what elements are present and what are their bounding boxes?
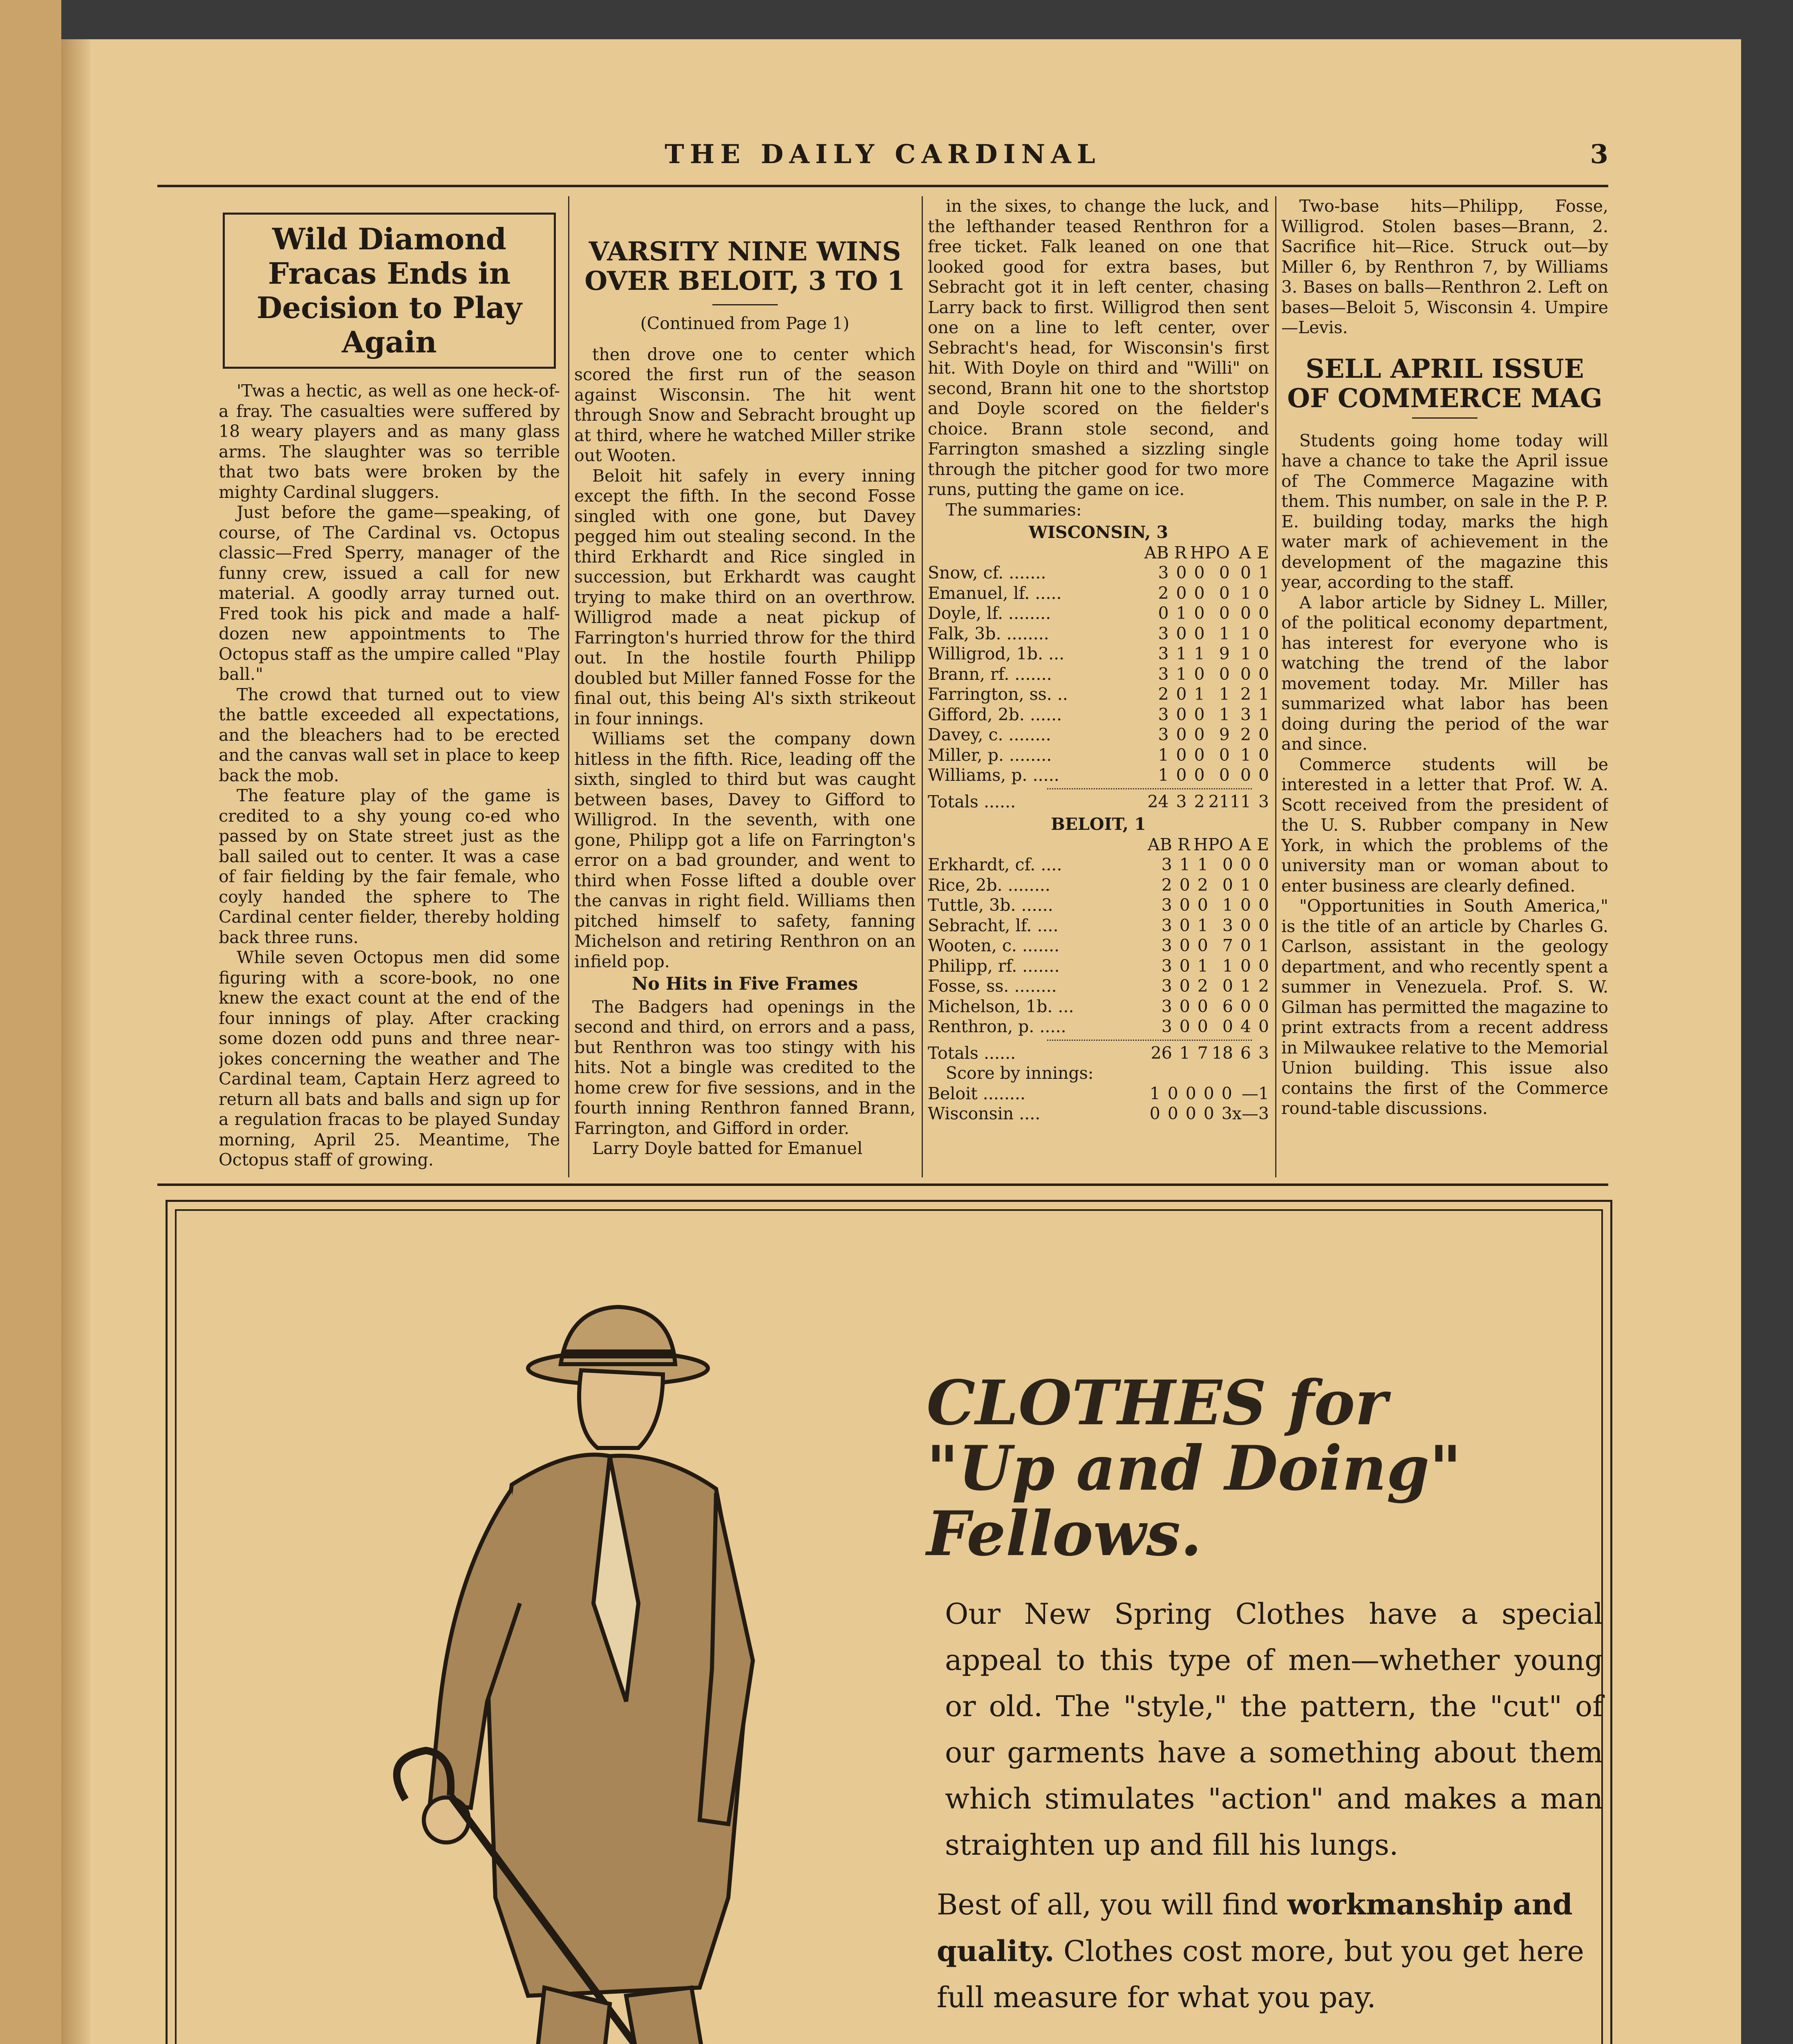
- table-row: [928, 664, 1269, 685]
- column-header: A: [1239, 834, 1251, 854]
- stat-cell: 9: [1219, 644, 1230, 663]
- player-cell: Beloit ........: [928, 1083, 1026, 1103]
- table-row: [928, 956, 1269, 977]
- varsity-headline: VARSITY NINE WINS OVER BELOIT, 3 TO 1: [584, 236, 905, 296]
- stat-cell: 1: [1258, 936, 1269, 955]
- stat-cell: 1: [1176, 603, 1187, 623]
- stat-cell: 4: [1240, 1017, 1251, 1036]
- column-header: A: [1239, 542, 1251, 563]
- player-cell: Wooten, c. .......: [928, 936, 1060, 955]
- paragraph: While seven Octopus men did some figuring with a score-book, no one knew the exact count at the end of the four innings of play. After cracking some dozen odd puns and three near-jokes concerning the weather and The Cardinal team, Captain Herz agreed to return all bats and balls and sign up for a regulation fracas to be played Sunday morning, April 25. Meantime, The Octopus staff of growing.: [219, 948, 560, 1170]
- stat-cell: 0: [1240, 915, 1251, 935]
- articles-bottom-rule: [157, 1183, 1608, 1186]
- man-figure: [397, 1307, 802, 2044]
- stat-cell: 2: [1158, 583, 1169, 603]
- player-cell: Davey, c. ........: [928, 725, 1051, 744]
- table-row: [928, 684, 1269, 705]
- stat-cell: 1: [1258, 684, 1269, 704]
- stat-cell: 1: [1240, 745, 1251, 765]
- stat-cell: 0: [1258, 745, 1269, 765]
- stat-cell: 0: [1176, 765, 1187, 785]
- totals-row: [928, 1043, 1269, 1064]
- stat-cell: 7: [1197, 1043, 1208, 1063]
- table-row: [928, 583, 1269, 604]
- page-fold-shadow: [61, 39, 90, 2044]
- stat-cell: 1: [1194, 644, 1205, 663]
- stat-cell: 3: [1161, 956, 1172, 976]
- varsity-article-body: [574, 345, 916, 972]
- stat-cell: 1: [1258, 704, 1269, 724]
- table-row: [928, 997, 1269, 1017]
- game-continuation-body: [928, 196, 1269, 520]
- stat-cell: 0: [1167, 1083, 1178, 1103]
- masthead-rule: [157, 185, 1608, 187]
- stat-cell: 0: [1219, 583, 1230, 603]
- stat-cell: 6: [1240, 1043, 1251, 1063]
- stat-cell: 3: [1158, 644, 1169, 663]
- score-row: [928, 1104, 1269, 1124]
- stat-cell: 0: [1179, 915, 1190, 935]
- totals-separator: [928, 786, 1269, 792]
- stat-cell: 0: [1258, 895, 1269, 915]
- stat-cell: 2: [1240, 684, 1251, 704]
- column-header: PO: [1208, 834, 1233, 854]
- stat-cell: 1: [1219, 704, 1230, 724]
- stat-cell: 18: [1211, 1043, 1233, 1063]
- page-number: 3: [1590, 139, 1608, 170]
- stat-cell: 0: [1258, 583, 1269, 603]
- stat-cell: 1: [1176, 664, 1187, 684]
- totals-row: [928, 792, 1269, 812]
- stat-cell: 1: [1240, 583, 1251, 603]
- table-row: [928, 765, 1269, 786]
- stat-cell: 0: [1240, 603, 1251, 623]
- stat-cell: 0: [1158, 603, 1169, 623]
- column-3: [928, 196, 1269, 1177]
- player-cell: Rice, 2b. ........: [928, 875, 1050, 895]
- table-row: [928, 563, 1269, 583]
- stat-cell: 1: [1179, 1043, 1190, 1063]
- stat-cell: 3: [1161, 915, 1172, 935]
- paragraph: Just before the game—speaking, of course, of The Cardinal vs. Octopus classic—Fred Sperry, manager of the funny crew, issued a call for new material. A goodly array turned out. Fred took his pick and made a half-dozen new appointments to The Octopus staff as the umpire called "Play ball.": [219, 502, 560, 684]
- stat-cell: 0: [1258, 623, 1269, 643]
- wisconsin-box-title: WISCONSIN, 3: [1028, 522, 1168, 542]
- table-row: [928, 745, 1269, 766]
- stat-cell: 0: [1194, 603, 1205, 623]
- stat-cell: 0: [1219, 765, 1230, 785]
- hub-clothing-advertisement: [166, 1200, 1612, 2044]
- stat-cell: 0: [1179, 936, 1190, 955]
- ad-body-paragraph-2: [937, 1881, 1603, 2021]
- stat-cell: 3: [1176, 791, 1187, 811]
- player-cell: Michelson, 1b. ...: [928, 996, 1074, 1016]
- stat-cell: 0: [1194, 704, 1205, 724]
- table-row: [928, 895, 1269, 916]
- box-header-row: [928, 543, 1269, 563]
- varsity-article-body-2: [574, 997, 916, 1159]
- stat-cell: 0: [1197, 895, 1208, 915]
- stat-cell: 1: [1158, 765, 1169, 785]
- ad-headline-line-3: Fellows.: [927, 1498, 1202, 1570]
- paragraph: The crowd that turned out to view the battle exceeded all expectations, and the bleachers had to be erected and the canvas wall set in place to keep back the mob.: [219, 684, 560, 785]
- stat-cell: 0: [1194, 765, 1205, 785]
- stat-cell: 0: [1240, 996, 1251, 1016]
- stat-cell: 0: [1203, 1104, 1214, 1123]
- stat-cell: 0: [1219, 664, 1230, 684]
- stat-cell: 3: [1158, 563, 1169, 583]
- table-row: [928, 855, 1269, 875]
- table-row: [928, 875, 1269, 896]
- stat-cell: 0: [1167, 1104, 1178, 1123]
- ad-headline-line-1: CLOTHES for: [927, 1367, 1388, 1439]
- stat-cell: 21: [1208, 791, 1230, 811]
- totals-separator: [928, 1037, 1269, 1043]
- stat-cell: 0: [1258, 915, 1269, 935]
- stat-cell: 3: [1161, 996, 1172, 1016]
- stat-cell: 0: [1222, 875, 1233, 895]
- player-cell: Renthron, p. .....: [928, 1017, 1066, 1036]
- stat-cell: 0: [1176, 563, 1187, 583]
- column-header: H: [1190, 542, 1205, 563]
- stat-cell: 0: [1240, 664, 1251, 684]
- stat-cell: 24: [1147, 791, 1169, 811]
- stat-cell: 3: [1161, 1017, 1172, 1036]
- player-cell: Tuttle, 3b. ......: [928, 895, 1053, 915]
- ad-headline: [927, 1367, 1519, 1570]
- stat-cell: 0: [1240, 956, 1251, 976]
- stat-cell: 3: [1240, 704, 1251, 724]
- stat-cell: 2: [1197, 875, 1208, 895]
- ad-inner-border: [175, 1209, 1603, 2044]
- table-row: [928, 725, 1269, 745]
- ad-body-text: Best of all, you will find: [937, 1888, 1287, 1921]
- stat-cell: 2: [1194, 791, 1205, 811]
- stat-cell: 1: [1149, 1083, 1160, 1103]
- paragraph: in the sixes, to change the luck, and the lefthander teased Renthron for a free ticket. Falk leaned on one that looked good for extra bases, but Sebracht got it in left center, chasing Larry back to first. Willigrod then sent one on a line to left center, over Sebracht's head, for Wisconsin's first hit. With Doyle on third and "Willi" on second, Brann hit one to the shortstop and Doyle scored on the fielder's choice. Brann stole second, and Farrington smashed a sizzling single through the pitcher good for two more runs, putting the game on ice.: [928, 196, 1269, 499]
- continued-note: (Continued from Page 1): [574, 304, 916, 334]
- player-cell: Miller, p. ........: [928, 745, 1052, 765]
- stat-cell: 1: [1197, 915, 1208, 935]
- stat-cell: 2: [1240, 725, 1251, 744]
- column-header: AB: [1144, 542, 1169, 563]
- gentleman-with-cane-illustration: [258, 1293, 896, 2044]
- stat-cell: 1: [1194, 684, 1205, 704]
- stat-cell: 0: [1258, 996, 1269, 1016]
- stat-cell: 3: [1161, 855, 1172, 874]
- stat-cell: 0: [1179, 895, 1190, 915]
- paragraph: Larry Doyle batted for Emanuel: [592, 1139, 863, 1158]
- player-cell: Totals ......: [928, 1043, 1016, 1063]
- stat-cell: 0: [1222, 976, 1233, 996]
- table-row: [928, 603, 1269, 624]
- player-cell: Wisconsin ....: [928, 1104, 1041, 1123]
- stat-cell: 0: [1258, 855, 1269, 874]
- ad-body-emphasis: workmanship and quality.: [937, 1887, 1573, 1968]
- stat-cell: 3: [1158, 704, 1169, 724]
- stat-cell: 0: [1194, 563, 1205, 583]
- stat-cell: 1: [1240, 976, 1251, 996]
- stat-cell: 1: [1219, 684, 1230, 704]
- table-row: [928, 936, 1269, 956]
- stat-cell: 3: [1158, 623, 1169, 643]
- player-cell: Gifford, 2b. ......: [928, 704, 1062, 724]
- stat-cell: 1: [1258, 563, 1269, 583]
- paragraph: Williams set the company down hitless in the fifth. Rice, leading off the sixth, singled to third but was caught between bases, Davey to Gifford to Willigrod. In the seventh, with one gone, Philipp got a life on Farrington's error on a bad grounder, and went to third when Fosse lifted a double over the canvas in right field. Williams then pitched himself to safety, fanning Michelson and retiring Renthron on an infield pop.: [574, 729, 916, 971]
- player-cell: Brann, rf. .......: [928, 664, 1052, 684]
- column-header: AB: [1148, 834, 1172, 854]
- stat-cell: 0: [1222, 1017, 1233, 1036]
- stat-cell: 3: [1221, 1104, 1232, 1123]
- stat-cell: 0: [1179, 1017, 1190, 1036]
- ad-headline-line-2: "Up and Doing": [927, 1432, 1462, 1504]
- stat-cell: 2: [1161, 875, 1172, 895]
- stat-cell: 0: [1258, 725, 1269, 744]
- fracas-article-body: [219, 381, 560, 1170]
- stat-cell: 0: [1240, 563, 1251, 583]
- column-header: E: [1257, 542, 1269, 563]
- stat-cell: 0: [1194, 725, 1205, 744]
- stat-cell: 11: [1229, 791, 1251, 811]
- stat-cell: 1: [1197, 855, 1208, 874]
- blank-cell: [928, 835, 1148, 855]
- stat-cell: 0: [1219, 603, 1230, 623]
- column-4: [1281, 196, 1608, 1177]
- player-cell: Erkhardt, cf. ....: [928, 855, 1062, 874]
- stat-cell: 0: [1176, 725, 1187, 744]
- table-row: [928, 705, 1269, 725]
- separator-cell: [928, 786, 1269, 792]
- stat-cell: 0: [1185, 1083, 1196, 1103]
- box-header-row: [928, 835, 1269, 855]
- stat-cell: 0: [1194, 664, 1205, 684]
- table-row: [928, 624, 1269, 644]
- column-2: [574, 196, 916, 1177]
- stat-cell: 0: [1197, 996, 1208, 1016]
- column-rule: [1275, 196, 1276, 1177]
- column-rule: [922, 196, 923, 1177]
- paragraph: The feature play of the game is credited to a shy young co-ed who passed by on State street just as the ball sailed out to center. It was a case of fair fielding by the fair female, who coyly handed the sphere to The Cardinal center fielder, thereby holding back three runs.: [219, 786, 560, 947]
- table-row: [928, 976, 1269, 997]
- stat-cell: 1: [1179, 855, 1190, 874]
- paragraph: Beloit hit safely in every inning except the fifth. In the second Fosse singled with one gone, but Davey pegged him out stealing second. In the third Erkhardt and Rice singled in succession, but Erkhardt was caught trying to make third on an overthrow. Willigrod made a neat pickup of Farrington's hurried throw for the third out. In the hostile fourth Philipp doubled but Miller fanned Fosse for the final out, this being Al's sixth strikeout in four innings.: [574, 466, 916, 728]
- paragraph: then drove one to center which scored the first run of the season against Wisconsin. The hit went through Snow and Sebracht brought up at third, where he watched Miller strike out Wooten.: [574, 344, 916, 465]
- masthead: [157, 139, 1608, 176]
- separator-cell: [928, 1037, 1269, 1043]
- stat-cell: 0: [1258, 956, 1269, 976]
- column-header: E: [1257, 834, 1269, 854]
- stat-cell: 0: [1176, 623, 1187, 643]
- stat-cell: 0: [1219, 563, 1230, 583]
- stat-cell: 2: [1258, 976, 1269, 996]
- stat-cell: 0: [1194, 623, 1205, 643]
- stat-cell: 6: [1222, 996, 1233, 1016]
- column-header: R: [1174, 542, 1187, 563]
- stat-cell: x—3: [1232, 1104, 1269, 1123]
- stat-cell: 0: [1240, 765, 1251, 785]
- stat-cell: 0: [1258, 644, 1269, 663]
- stat-cell: 3: [1158, 664, 1169, 684]
- stat-cell: 0: [1179, 996, 1190, 1016]
- stat-cell: 1: [1240, 623, 1251, 643]
- paper-title: THE DAILY CARDINAL: [665, 139, 1101, 170]
- paragraph: Students going home today will have a chance to take the April issue of The Commerce Magazine with them. This number, on sale in the P. P. E. building today, marks the high water mark of achievement in the development of the magazine this year, according to the staff.: [1281, 430, 1608, 592]
- stat-cell: 0: [1240, 855, 1251, 874]
- score-by-innings: [928, 1084, 1269, 1124]
- stat-cell: 0: [1179, 976, 1190, 996]
- stat-cell: 3: [1258, 1043, 1269, 1063]
- table-row: [928, 644, 1269, 664]
- paragraph: The Badgers had openings in the second and third, on errors and a pass, but Renthron was too stingy with his hits. Not a bingle was credited to the home crew for five sessions, and in the fourth inning Renthron fanned Brann, Farrington, and Gifford in order.: [574, 997, 916, 1138]
- headline-divider: [1412, 417, 1477, 419]
- player-cell: Sebracht, lf. ....: [928, 915, 1059, 935]
- stat-cell: 3: [1158, 725, 1169, 744]
- stat-cell: 9: [1219, 725, 1230, 744]
- stat-cell: 0: [1194, 745, 1205, 765]
- stat-cell: 1: [1176, 644, 1187, 663]
- player-cell: Snow, cf. .......: [928, 563, 1046, 583]
- stat-cell: 0: [1240, 895, 1251, 915]
- column-header: R: [1177, 834, 1190, 854]
- stat-cell: 0: [1203, 1083, 1214, 1103]
- score-by-innings-label: Score by innings:: [946, 1063, 1094, 1083]
- stat-cell: 3: [1161, 976, 1172, 996]
- paragraph: A labor article by Sidney L. Miller, of the political economy department, has interest for everyone who is watching the trend of the labor movement today. Mr. Miller has summarized what labor has been doing during the period of the war and since.: [1281, 592, 1608, 754]
- player-cell: Philipp, rf. .......: [928, 956, 1060, 976]
- stat-cell: 0: [1179, 875, 1190, 895]
- stat-cell: 1: [1158, 745, 1169, 765]
- player-cell: Fosse, ss. ........: [928, 976, 1057, 996]
- paragraph: 'Twas a hectic, as well as one heck-of-a fray. The casualties were suffered by 18 weary players and as many glass arms. The slaughter was so terrible that two bats were broken by the mighty Cardinal sluggers.: [219, 381, 560, 502]
- stat-cell: 0: [1258, 875, 1269, 895]
- column-1: [219, 196, 560, 1177]
- stat-cell: 0: [1219, 745, 1230, 765]
- stat-cell: 0: [1221, 1083, 1232, 1103]
- stat-cell: 1: [1240, 644, 1251, 663]
- paragraph: Commerce students will be interested in a letter that Prof. W. A. Scott received from the president of the U. S. Rubber company in New York, in which the problems of the university man or woman about to enter business are clearly defined.: [1281, 754, 1608, 896]
- player-cell: Totals ......: [928, 791, 1016, 811]
- stat-cell: 0: [1222, 855, 1233, 874]
- stat-cell: 0: [1258, 603, 1269, 623]
- stat-cell: 0: [1176, 684, 1187, 704]
- stat-cell: 3: [1258, 791, 1269, 811]
- column-rule: [568, 196, 569, 1177]
- player-cell: Willigrod, 1b. ...: [928, 644, 1065, 663]
- stat-cell: 3: [1222, 915, 1233, 935]
- paragraph: "Opportunities in South America," is the title of an article by Charles G. Carlson, assistant in the geology department, and who recently spent a summer in Venezuela. Prof. S. W. Gilman has permitted the magazine to print extracts from a recent address in Milwaukee relative to the Memorial Union building. This issue also contains the first of the Commerce round-table discussions.: [1281, 896, 1608, 1118]
- player-cell: Falk, 3b. ........: [928, 623, 1049, 643]
- column-header: H: [1193, 834, 1208, 854]
- beloit-box-title: BELOIT, 1: [1051, 814, 1146, 834]
- stat-cell: 0: [1258, 664, 1269, 684]
- commerce-headline: SELL APRIL ISSUE OF COMMERCE MAG: [1287, 353, 1603, 414]
- wisconsin-box-score: [928, 543, 1269, 812]
- stat-cell: 0: [1176, 583, 1187, 603]
- stat-cell: 0: [1197, 1017, 1208, 1036]
- commerce-article-body: [1281, 431, 1608, 1119]
- stat-cell: 0: [1185, 1104, 1196, 1123]
- player-cell: Williams, p. .....: [928, 765, 1059, 785]
- stat-cell: 1: [1219, 623, 1230, 643]
- table-row: [928, 916, 1269, 936]
- stat-cell: 0: [1149, 1104, 1160, 1123]
- stat-cell: 0: [1176, 745, 1187, 765]
- stat-cell: 3: [1161, 895, 1172, 915]
- stat-cell: 1: [1240, 875, 1251, 895]
- stat-cell: 0: [1240, 936, 1251, 955]
- beloit-box-score: [928, 835, 1269, 1064]
- player-cell: Emanuel, lf. .....: [928, 583, 1062, 603]
- stat-cell: 0: [1197, 936, 1208, 955]
- stat-cell: 26: [1151, 1043, 1172, 1063]
- stat-cell: 1: [1222, 895, 1233, 915]
- paragraph: The summaries:: [946, 500, 1082, 520]
- ad-body-paragraph-1: Our New Spring Clothes have a special appeal to this type of men—whether young or old. The "style," the pattern, the "cut" of our garments have a something about them which stimulates "action" and makes a man straighten up and fill his lungs.: [945, 1597, 1603, 1862]
- stat-cell: 0: [1176, 704, 1187, 724]
- stat-cell: 1: [1197, 956, 1208, 976]
- ad-body-text: Clothes cost more, but you get here full measure for what you pay.: [937, 1934, 1584, 2014]
- table-row: [928, 1017, 1269, 1037]
- score-row: [928, 1084, 1269, 1104]
- page-background-left: [0, 0, 61, 2044]
- stat-cell: 7: [1222, 936, 1233, 955]
- fracas-headline: Wild Diamond Fracas Ends in Decision to Play Again: [223, 213, 556, 369]
- column-header: PO: [1204, 542, 1230, 563]
- stat-cell: 0: [1258, 765, 1269, 785]
- player-cell: Doyle, lf. ........: [928, 603, 1051, 623]
- stat-cell: 3: [1161, 936, 1172, 955]
- blank-cell: [928, 543, 1144, 563]
- stat-cell: 0: [1194, 583, 1205, 603]
- stat-cell: —1: [1241, 1083, 1269, 1103]
- stat-cell: 2: [1158, 684, 1169, 704]
- stat-cell: 0: [1179, 956, 1190, 976]
- no-hits-subhead: No Hits in Five Frames: [631, 974, 858, 994]
- stat-cell: 0: [1258, 1017, 1269, 1036]
- stat-cell: 1: [1222, 956, 1233, 976]
- player-cell: Farrington, ss. ..: [928, 684, 1068, 704]
- summary-paragraph: Two-base hits—Philipp, Fosse, Willigrod. Stolen bases—Brann, 2. Sacrifice hit—Rice. Struck out—by Miller 6, by Renthron 7, by Williams 3. Bases on balls—Renthron 2. Left on bases—Beloit 5, Wisconsin 4. Umpire—Levis.: [1281, 196, 1608, 337]
- stat-cell: 2: [1197, 976, 1208, 996]
